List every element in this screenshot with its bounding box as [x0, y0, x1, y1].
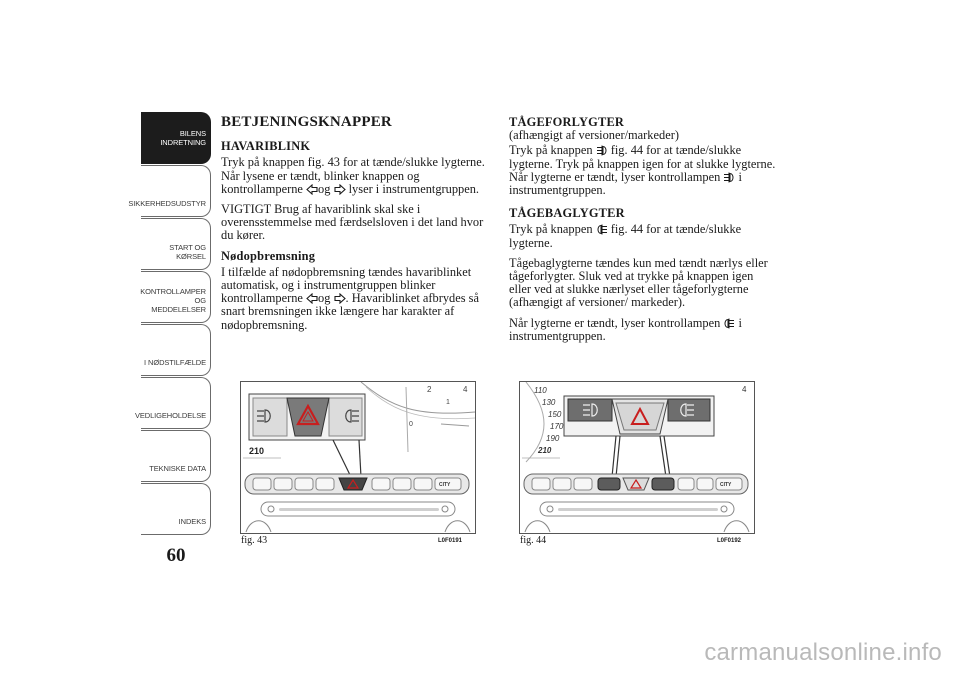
emergency-braking-heading: Nødopbremsning: [221, 248, 316, 263]
figure-44-caption: fig. 44: [520, 535, 547, 546]
rear-fog-lights-heading: TÅGEBAGLYGTER: [509, 206, 625, 221]
tab-vedligeholdelse[interactable]: VEDLIGEHOLDELSE: [141, 377, 211, 429]
figure-43-caption: fig. 43: [241, 535, 268, 546]
tab-sikkerhedsudstyr[interactable]: SIKKERHEDSUDSTYR: [141, 165, 211, 217]
dial-0: 0: [409, 421, 413, 428]
chapter-sidebar: [128, 112, 211, 536]
dial-4: 4: [742, 385, 747, 394]
dial-4: 4: [463, 385, 468, 394]
figure-44-code: L0F0192: [717, 538, 742, 544]
speed-210: 210: [249, 446, 265, 456]
speed-170: 170: [550, 422, 564, 431]
figure-43-illustration: [240, 381, 476, 534]
speed-210: 210: [538, 446, 552, 455]
front-fog-light-icon: [596, 145, 608, 156]
watermark: carmanualsonline.info: [704, 639, 942, 666]
emergency-braking-paragraph: I tilfælde af nødopbremsning tændes havariblinket automatisk, og i instrumentgruppen blinker kontrollamperne og . Havariblinket afbrydes så snart bremsningen ikke længere har karakter af nødopbremsning.: [221, 264, 479, 332]
city-button-label: CITY: [439, 482, 451, 488]
figure-44-illustration: [519, 381, 755, 534]
figure-43-code: L0F0191: [438, 538, 463, 544]
havariblink-paragraph: Tryk på knappen fig. 43 for at tænde/slukke lygterne. Når lysene er tændt, blinker knappen og kontrollamperne og lyser i instrumentgruppen.: [221, 155, 485, 196]
fog-lights-paragraph: Tryk på knappen fig. 44 for at tænde/slukke lygterne. Tryk på knappen igen for at slukke lygterne. Når lygterne er tændt, lyser kontrollampen i instrumentgruppen.: [509, 143, 776, 198]
fog-lights-heading: TÅGEFORLYGTER: [509, 115, 625, 129]
rear-fog-light-icon: [723, 318, 735, 329]
city-button-label: CITY: [720, 482, 732, 488]
speed-150: 150: [548, 410, 562, 419]
tab-indeks[interactable]: INDEKS: [141, 483, 211, 535]
rear-fog-lights-paragraph: Tryk på knappen fig. 44 for at tænde/slukke lygterne.: [509, 222, 742, 250]
rear-fog-indicator-paragraph: Når lygterne er tændt, lyser kontrollampen i instrumentgruppen.: [509, 315, 742, 343]
section-title: BETJENINGSKNAPPER: [221, 114, 392, 130]
rear-fog-info-paragraph: Tågebaglygterne tændes kun med tændt nærlys eller tågeforlygter. Sluk ved at trykke på knappen igen eller ved at slukke nærlyset eller tågeforlygterne (afhængigt af versioner/ markeder).: [509, 255, 768, 310]
tab-start-og-korsel[interactable]: START OG KØRSEL: [141, 218, 211, 270]
tab-tekniske-data[interactable]: TEKNISKE DATA: [141, 430, 211, 482]
tab-bilens-indretning[interactable]: BILENS INDRETNING: [141, 112, 211, 164]
tab-kontrollamper[interactable]: KONTROLLAMPER OG MEDDELELSER: [141, 271, 211, 323]
page-number: 60: [166, 545, 186, 566]
turn-left-arrow-icon: [306, 293, 318, 304]
speed-110: 110: [534, 386, 547, 395]
front-fog-button[interactable]: [598, 478, 620, 490]
havariblink-heading: HAVARIBLINK: [221, 139, 311, 154]
rear-fog-light-icon: [596, 224, 608, 235]
front-fog-light-icon: [723, 172, 735, 183]
turn-right-arrow-icon: [334, 184, 346, 195]
fog-lights-subtitle: (afhængigt af versioner/markeder): [509, 128, 679, 143]
turn-left-arrow-icon: [306, 184, 318, 195]
left-column: [221, 116, 497, 339]
hazard-button-illustration: [241, 382, 475, 533]
speed-190: 190: [546, 434, 560, 443]
right-column: [509, 116, 777, 350]
dial-2: 2: [427, 385, 432, 394]
turn-right-arrow-icon: [334, 293, 346, 304]
dial-1: 1: [446, 399, 450, 406]
rear-fog-button[interactable]: [652, 478, 674, 490]
important-note: VIGTIGT Brug af havariblink skal ske i overensstemmelse med færdselsloven i det land hvor du kører.: [221, 202, 484, 243]
fog-light-buttons-illustration: [520, 382, 754, 533]
speed-130: 130: [542, 398, 556, 407]
tab-i-nodstilfaelde[interactable]: I NØDSTILFÆLDE: [141, 324, 211, 376]
